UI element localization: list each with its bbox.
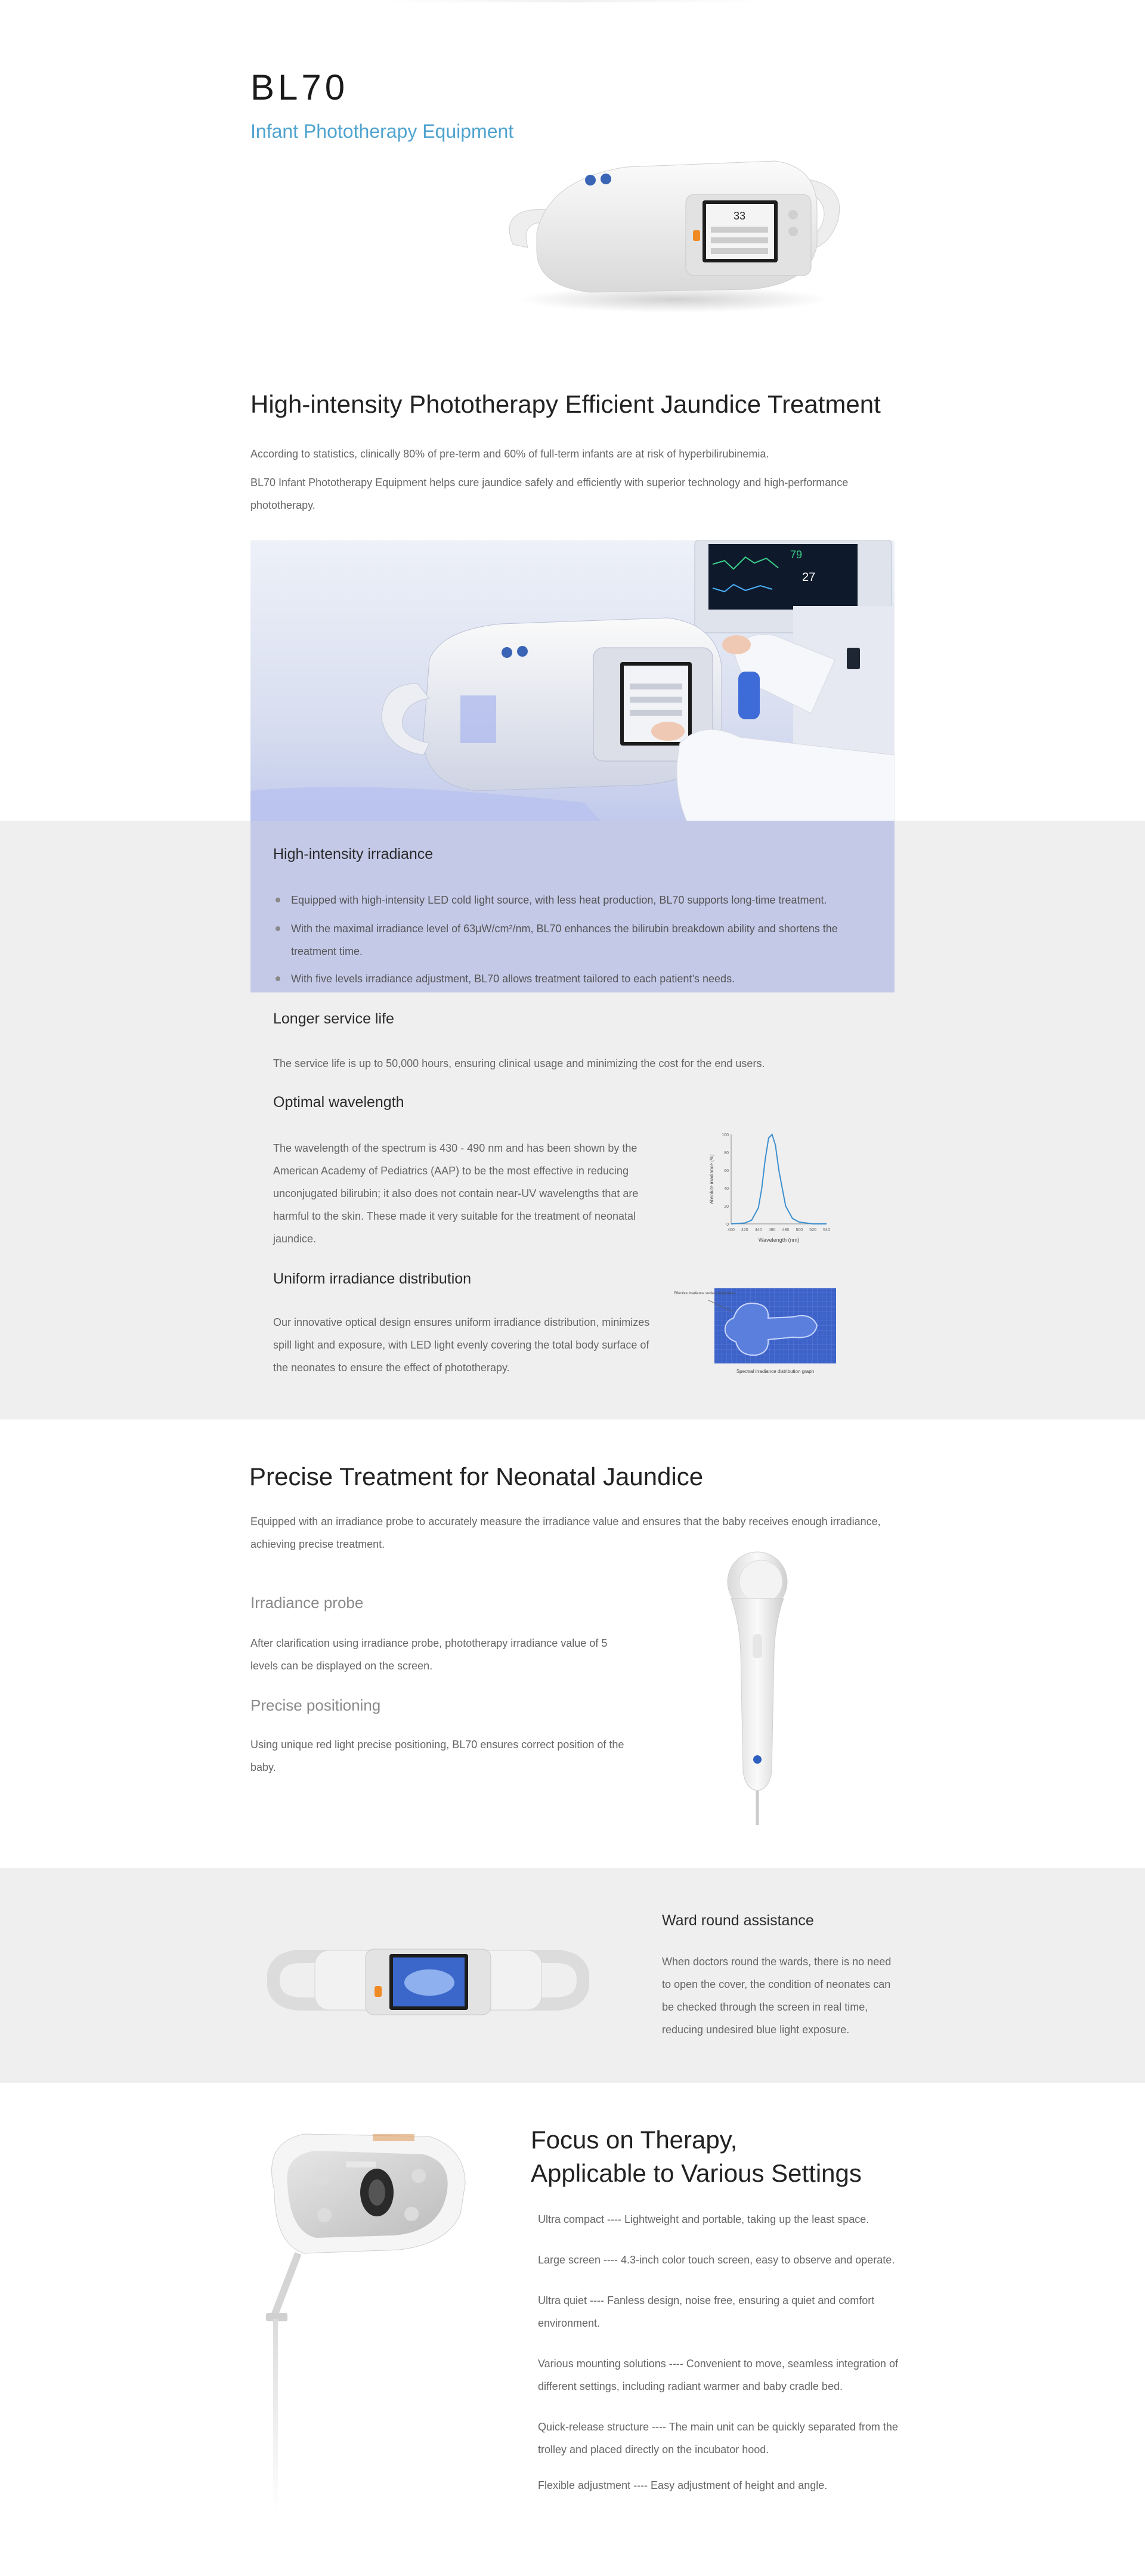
chart-x-tick-label: 480 <box>782 1228 790 1232</box>
feature-title-service-life: Longer service life <box>273 1010 394 1027</box>
focus-item: Various mounting solutions ---- Convenient to move, seamless integration of different settings, including radiant warmer and baby cradle bed. <box>538 2358 898 2392</box>
focus-title-line2: Applicable to Various Settings <box>531 2159 862 2187</box>
focus-item: Flexible adjustment ---- Easy adjustment of height and angle. <box>538 2479 828 2491</box>
chart-y-tick-label: 20 <box>724 1205 729 1209</box>
focus-title <box>531 2123 862 2190</box>
feature-text: The wavelength of the spectrum is 430 - 490 nm and has been shown by the American Academy of Pediatrics (AAP) to be the most effective in reducing unconjugated bilirubin; it also does not contain near-UV wavelengths that are harmful to the skin. These made it very suitable for the treatment of neonatal jaundice. <box>273 1142 639 1245</box>
graph-caption: Spectral irradiance distribution graph <box>736 1369 815 1374</box>
chart-y-label: Absolute irradiance (%) <box>709 1154 714 1204</box>
chart-y-tick-label: 0 <box>726 1223 729 1227</box>
subheading-positioning: Precise positioning <box>250 1696 381 1714</box>
top-shadow-line <box>382 0 763 2</box>
ward-round-title: Ward round assistance <box>662 1912 814 1929</box>
feature-bullet: Equipped with high-intensity LED cold light source, with less heat production, BL70 supports long-time treatment. <box>291 889 864 911</box>
probe-text: After clarification using irradiance probe, phototherapy irradiance value of 5 levels can be displayed on the screen. <box>250 1637 608 1672</box>
feature-title-irradiance: High-intensity irradiance <box>273 846 434 862</box>
irradiance-distribution-graph <box>674 1282 853 1378</box>
section-intro: Equipped with an irradiance probe to accurately measure the irradiance value and ensures that the baby receives enough irradiance, achieving precise treatment. <box>250 1516 881 1550</box>
hero-device-image <box>495 143 853 322</box>
ward-device-image <box>267 1932 589 2028</box>
hero-screen-readout: 33 <box>733 210 746 222</box>
section-title-phototherapy: High-intensity Phototherapy Efficient Jaundice Treatment <box>250 390 881 418</box>
feature-text: The service life is up to 50,000 hours, ensuring clinical usage and minimizing the cost for the end users. <box>273 1057 765 1069</box>
chart-y-tick-label: 60 <box>724 1169 729 1173</box>
graph-side-label: Effective Irradiance surface Infant area <box>674 1292 735 1295</box>
focus-item: Quick-release structure ---- The main unit can be quickly separated from the trolley and placed directly on the incubator hood. <box>538 2421 898 2456</box>
chart-x-tick-label: 520 <box>809 1228 816 1232</box>
chart-x-tick-label: 500 <box>796 1228 803 1232</box>
focus-item: Ultra quiet ---- Fanless design, noise free, ensuring a quiet and comfort environment. <box>538 2294 875 2329</box>
feature-bullet: With five levels irradiance adjustment, BL70 allows treatment tailored to each patient’s needs. <box>291 967 864 990</box>
irradiance-probe-image <box>704 1545 811 1825</box>
ward-round-text: When doctors round the wards, there is no need to open the cover, the condition of neonates can be checked through the screen in real time, reducing undesired blue light exposure. <box>662 1956 892 2036</box>
chart-x-tick-label: 540 <box>823 1228 830 1232</box>
product-subtitle: Infant Phototherapy Equipment <box>250 120 514 142</box>
feature-title-uniform: Uniform irradiance distribution <box>273 1270 472 1287</box>
chart-x-tick-label: 420 <box>741 1228 748 1232</box>
positioning-text: Using unique red light precise positioning, BL70 ensures correct position of the baby. <box>250 1739 624 1773</box>
feature-title-wavelength: Optimal wavelength <box>273 1094 404 1111</box>
feature-bullet: With the maximal irradiance level of 63μW/cm²/nm, BL70 enhances the bilirubin breakdown ability and shortens the treatment time. <box>291 917 864 963</box>
section-title-precise: Precise Treatment for Neonatal Jaundice <box>249 1462 704 1490</box>
chart-x-tick-label: 440 <box>754 1228 762 1232</box>
monitor-value: 27 <box>802 571 816 584</box>
chart-y-tick-label: 100 <box>722 1133 729 1137</box>
chart-x-tick-label: 460 <box>768 1228 776 1232</box>
focus-title-line1: Focus on Therapy, <box>531 2126 738 2154</box>
section-paragraph: BL70 Infant Phototherapy Equipment helps cure jaundice safely and efficiently with superior technology and high-performance phototherapy. <box>250 477 849 511</box>
chart-y-tick-label: 40 <box>724 1187 729 1191</box>
feature-text: Our innovative optical design ensures uniform irradiance distribution, minimizes spill light and exposure, with LED light evenly covering the total body surface of the neonates to ensure the effect of phototherapy. <box>273 1316 650 1374</box>
chart-y-tick-label: 80 <box>724 1151 729 1155</box>
section-paragraph: According to statistics, clinically 80% of pre-term and 60% of full-term infants are at risk of hyperbilirubinemia. <box>250 448 769 460</box>
chart-x-label: Wavelength (nm) <box>758 1237 800 1243</box>
spectrum-chart <box>707 1128 833 1248</box>
product-model: BL70 <box>250 67 349 107</box>
spectrum-series-line <box>731 1134 827 1224</box>
subheading-irradiance-probe: Irradiance probe <box>250 1594 364 1612</box>
focus-item: Ultra compact ---- Lightweight and portable, taking up the least space. <box>538 2213 869 2225</box>
focus-item: Large screen ---- 4.3-inch color touch screen, easy to observe and operate. <box>538 2254 895 2266</box>
monitor-value: 79 <box>790 549 803 561</box>
chart-x-tick-label: 400 <box>728 1228 735 1232</box>
stand-device-image <box>250 2119 477 2512</box>
